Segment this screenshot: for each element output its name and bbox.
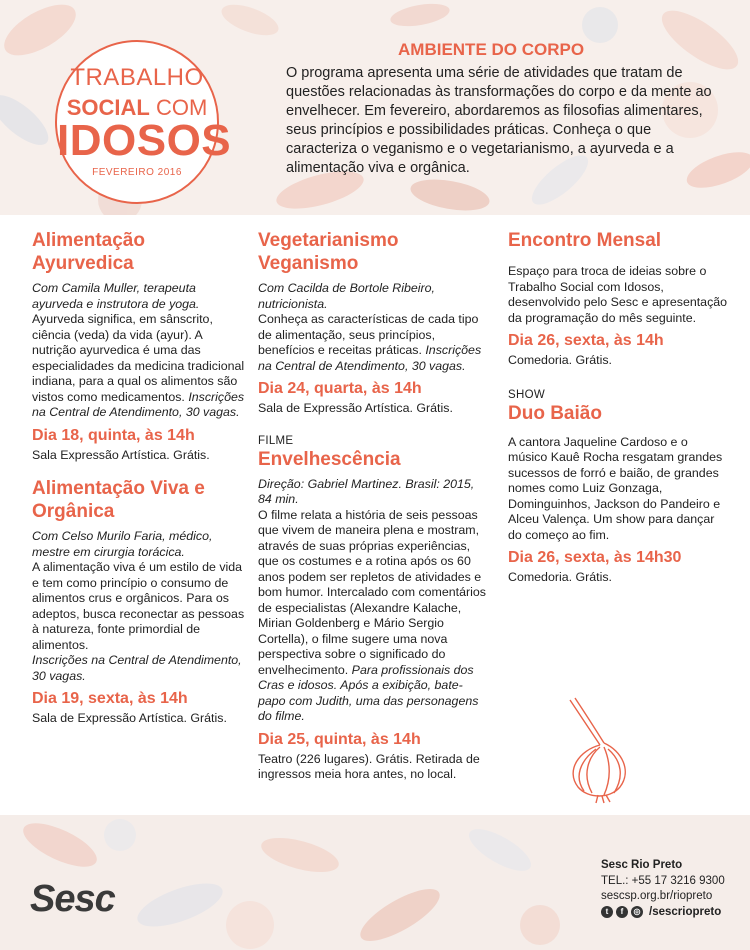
event-place: Sala de Expressão Artística. Grátis. [32, 711, 227, 725]
intro-text: O programa apresenta uma série de atividades que tratam de questões relacionadas às transformações do corpo e da mente ao envelhecer. Em fevereiro, abordaremos as filosofias alimentares, seus princípios e possibilidades práticas. Conheça o que caracteriza o veganismo e o vegetarianismo, a ayurveda e a alimentação viva e orgânica. [286, 65, 712, 176]
sesc-logo: Sesc [30, 878, 115, 920]
badge-line-idosos: IDOSOS [57, 116, 232, 165]
event-title: Alimentação Ayurvedica [32, 230, 145, 274]
phone: TEL.: +55 17 3216 9300 [601, 874, 725, 887]
column-3 [508, 229, 730, 586]
event-ayurvedica [32, 229, 246, 463]
event-place: Comedoria. Grátis. [508, 570, 612, 584]
event-date: Dia 18, quinta, às 14h [32, 426, 195, 444]
event-date: Dia 26, sexta, às 14h30 [508, 549, 682, 566]
event-encontro [508, 229, 730, 369]
website: sescsp.org.br/riopreto [601, 890, 713, 902]
event-note: Inscrições na Central de Atendimento, 30 vagas. [258, 343, 482, 373]
event-note: Para profissionais dos Cras e idosos. Após a exibição, bate-papo com Judith, uma das personagens do filme. [258, 662, 479, 723]
event-place: Sala de Expressão Artística. Grátis. [258, 401, 453, 415]
event-text: O filme relata a história de seis pessoas que vivem de maneira plena e mostram, através de suas próprias experiências, que os costumes e a rotina após os 60 anos podem ser repletos de atividades e bom humor. Intercalado com comentários de especialistas (Alexandre Kalache, Mirian Goldenberg e Mário Sergio Cortella), o filme sugere uma nova perspectiva sobre o significado do envelhecimento. [258, 507, 486, 677]
instagram-icon[interactable]: ◎ [631, 906, 643, 918]
event-note: Inscrições na Central de Atendimento, 30 vagas. [32, 389, 245, 419]
intro-title: AMBIENTE DO CORPO [398, 40, 585, 59]
event-viva [32, 477, 246, 727]
event-title: Vegetarianismo Veganismo [258, 230, 399, 274]
event-host: Direção: Gabriel Martinez. Brasil: 2015, 84 min. [258, 476, 475, 506]
event-kicker: SHOW [508, 388, 545, 401]
event-note: Inscrições na Central de Atendimento, 30 vagas. [32, 653, 242, 683]
column-1 [32, 229, 246, 727]
event-host: Com Cacilda de Bortole Ribeiro, nutricionista. [258, 281, 435, 311]
event-show [508, 389, 730, 586]
event-date: Dia 19, sexta, às 14h [32, 690, 188, 707]
badge-social: SOCIAL [66, 95, 150, 120]
event-title: Encontro Mensal [508, 230, 662, 251]
event-description [258, 281, 486, 374]
event-description [258, 477, 486, 725]
event-title: Duo Baião [508, 402, 602, 424]
event-description [32, 281, 246, 421]
event-description [32, 529, 246, 684]
social-handle[interactable]: /sescriopreto [649, 905, 722, 918]
event-title: Envelhescência [258, 448, 401, 470]
twitter-icon[interactable]: t [601, 906, 613, 918]
badge-line-trabalho: TRABALHO [70, 64, 204, 91]
event-filme [258, 435, 486, 783]
event-text: A cantora Jaqueline Cardoso e o músico Kauê Rocha resgatam grandes sucessos de forró e baião, de grandes nomes como Luiz Gonzaga, Dominguinhos, Jackson do Pandeiro e Alceu Valença. Um show para dançar do começo ao fim. [508, 434, 723, 542]
column-2 [258, 229, 486, 783]
badge-com: COM [149, 95, 208, 120]
event-text: Ayurveda significa, em sânscrito, ciência (veda) da vida (ayur). A nutrição ayurvedica é uma das especialidades da medicina tradicional indiana, para a qual os alimentos são vistos como medicamentos. [32, 312, 245, 404]
onion-illustration [560, 695, 640, 805]
social-links [601, 905, 725, 921]
badge-date: FEVEREIRO 2016 [92, 167, 182, 178]
event-place: Comedoria. Grátis. [508, 353, 612, 367]
event-host: Com Celso Murilo Faria, médico, mestre em cirurgia torácica. [32, 529, 213, 559]
event-host: Com Camila Muller, terapeuta ayurveda e instrutora de yoga. [32, 281, 200, 311]
facebook-icon[interactable]: f [616, 906, 628, 918]
event-place: Sala Expressão Artística. Grátis. [32, 447, 210, 462]
event-date: Dia 24, quarta, às 14h [258, 380, 422, 397]
event-text: Espaço para troca de ideias sobre o Trabalho Social com Idosos, desenvolvido pelo Sesc e apresentação da programação do mês seguinte. [508, 264, 728, 325]
event-date: Dia 26, sexta, às 14h [508, 332, 664, 349]
intro-section [286, 40, 726, 178]
event-text: A alimentação viva é um estilo de vida e tem como princípio o consumo de alimentos crus e orgânicos. Para os adeptos, busca reconectar as pessoas à natureza, fonte primordial de alimentos. [32, 560, 245, 652]
event-kicker: FILME [258, 434, 294, 447]
event-vegetarianismo [258, 229, 486, 417]
unit-name: Sesc Rio Preto [601, 859, 683, 871]
contact-block [601, 858, 725, 920]
event-title: Alimentação Viva e Orgânica [32, 478, 205, 522]
program-badge [55, 40, 232, 204]
event-text: Conheça as características de cada tipo de alimentação, seus princípios, benefícios e receitas práticas. [258, 312, 479, 357]
event-place: Teatro (226 lugares). Grátis. Retirada de ingressos meia hora antes, no local. [258, 751, 480, 781]
event-date: Dia 25, quinta, às 14h [258, 730, 421, 748]
